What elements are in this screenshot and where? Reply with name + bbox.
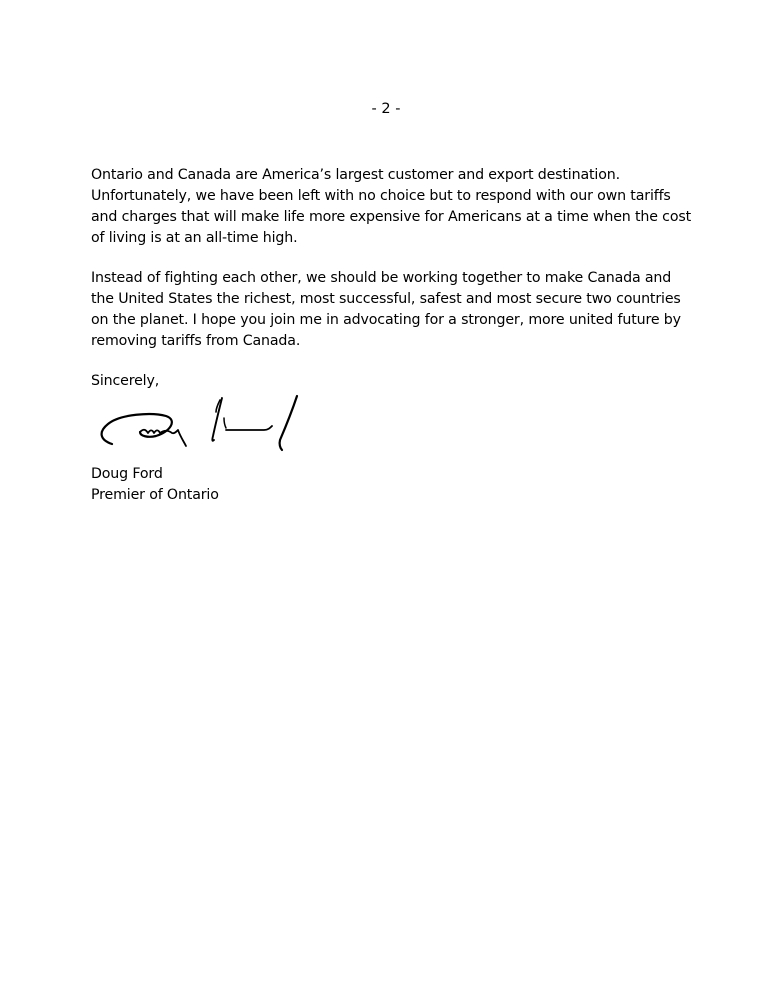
page-number: - 2 -	[371, 101, 401, 117]
paragraph-tariffs-response: Ontario and Canada are America’s largest customer and export destination. Unfortunately, we have been left with no choice but to respond with our own tariffs and charges that will make life more expensive for Americans at a time when the cost of living is at an all-time high.	[91, 167, 691, 246]
signature-block	[91, 464, 219, 506]
signatory-name: Doug Ford	[91, 466, 163, 482]
signatory-title: Premier of Ontario	[91, 487, 219, 503]
handwritten-signature-icon	[94, 392, 304, 456]
closing-salutation: Sincerely,	[91, 373, 160, 389]
paragraph-working-together: Instead of fighting each other, we should be working together to make Canada and the United States the richest, most successful, safest and most secure two countries on the planet. I hope you join me in advocating for a stronger, more united future by removing tariffs from Canada.	[91, 270, 681, 349]
